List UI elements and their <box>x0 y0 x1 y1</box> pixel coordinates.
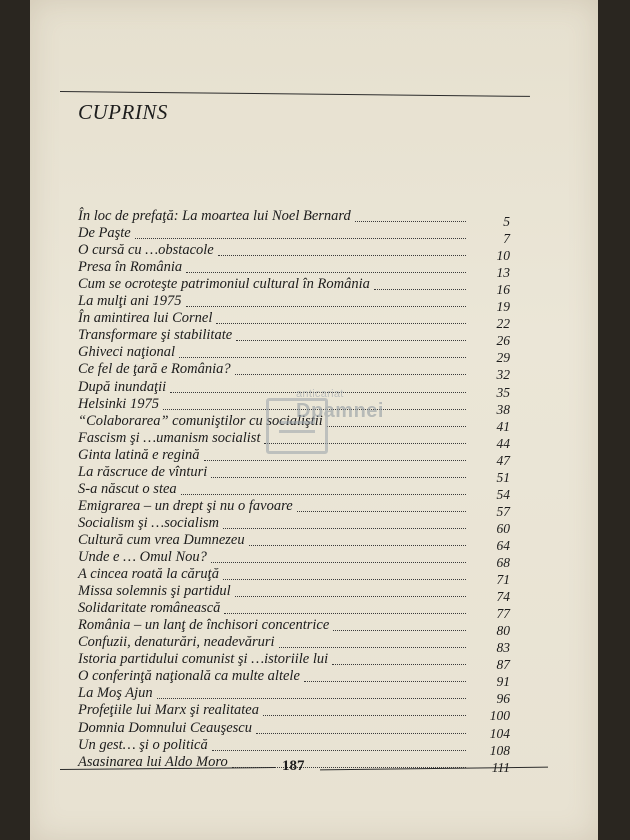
page-title: CUPRINS <box>78 100 168 124</box>
toc-entry-title: România – un lanţ de închisori concentrice <box>78 617 330 634</box>
toc-entry-page: 68 <box>496 555 510 570</box>
toc-leader-dots <box>355 221 466 222</box>
toc-entry-page: 87 <box>496 657 510 673</box>
toc-entry <box>78 310 510 332</box>
toc-leader-dots <box>374 289 466 290</box>
toc-leader-dots <box>204 460 466 461</box>
toc-entry-page: 77 <box>496 606 510 622</box>
toc-entry-title: La mulţi ani 1975 <box>78 293 182 310</box>
toc-leader-dots <box>224 613 466 614</box>
toc-entry <box>78 668 510 690</box>
toc-entry <box>78 531 510 553</box>
toc-entry-page: 38 <box>496 401 510 417</box>
toc-entry-page: 7 <box>503 231 510 247</box>
toc-entry-title: A cincea roată la căruţă <box>78 566 219 583</box>
toc-entry <box>78 276 510 298</box>
toc-leader-dots <box>304 681 466 682</box>
toc-entry <box>78 361 510 383</box>
toc-entry <box>78 259 510 281</box>
toc-entry-page: 108 <box>489 742 510 758</box>
toc-entry-page: 47 <box>496 452 510 468</box>
toc-entry-title: Domnia Domnului Ceauşescu <box>78 719 252 736</box>
toc-entry <box>78 600 510 622</box>
toc-entry-page: 41 <box>496 418 510 434</box>
toc-leader-dots <box>256 733 466 734</box>
toc-entry <box>78 583 510 605</box>
toc-leader-dots <box>135 238 466 239</box>
toc-entry-title: Fascism şi …umanism socialist <box>78 429 261 446</box>
toc-entry-page: 64 <box>496 537 510 553</box>
toc-entry-title: În loc de prefaţă: La moartea lui Noel Bernard <box>78 208 351 224</box>
toc-entry-title: O cursă cu …obstacole <box>78 242 214 259</box>
toc-entry-title: O conferinţă naţională ca multe altele <box>78 668 300 685</box>
toc-leader-dots <box>157 698 466 699</box>
toc-leader-dots <box>211 562 466 563</box>
toc-entry-title: De Paşte <box>78 225 131 242</box>
watermark-brand: Dpamnei <box>296 400 384 422</box>
toc-leader-dots <box>181 494 466 495</box>
toc-leader-dots <box>333 630 466 631</box>
toc-entry <box>78 208 510 229</box>
toc-entry-page: 57 <box>496 503 510 519</box>
toc-leader-dots <box>279 647 466 648</box>
toc-entry <box>78 480 510 502</box>
toc-entry-page: 10 <box>496 248 510 264</box>
toc-entry-title: S-a născut o stea <box>78 480 177 497</box>
page-number: 187 <box>282 758 305 774</box>
toc-leader-dots <box>249 545 466 546</box>
toc-leader-dots <box>211 477 466 478</box>
toc-entry <box>78 242 510 264</box>
toc-entry-title: Profeţiile lui Marx şi realitatea <box>78 702 259 719</box>
toc-entry-title: La răscruce de vînturi <box>78 463 208 480</box>
toc-entry <box>78 344 510 366</box>
toc-entry-title: Asasinarea lui Aldo Moro <box>78 753 228 770</box>
toc-entry-title: Transformare şi stabilitate <box>78 327 233 344</box>
toc-leader-dots <box>235 596 466 597</box>
toc-leader-dots <box>332 664 466 665</box>
book-page <box>30 0 598 840</box>
toc-entry <box>78 293 510 315</box>
toc-entry-title: La Moş Ajun <box>78 685 153 702</box>
toc-entry-page: 83 <box>496 640 510 656</box>
toc-entry-page: 54 <box>496 486 510 502</box>
toc-entry-title: Confuzii, denaturări, neadevăruri <box>78 634 275 651</box>
toc-entry-page: 26 <box>496 333 510 349</box>
watermark <box>266 388 406 458</box>
toc-entry-page: 71 <box>496 572 510 588</box>
toc-entry-page: 19 <box>496 299 510 315</box>
toc-leader-dots <box>186 306 466 307</box>
toc-entry-title: Unde e … Omul Nou? <box>78 549 207 565</box>
toc-leader-dots <box>223 579 466 580</box>
toc-entry-title: Presa în România <box>78 259 183 276</box>
toc-entry <box>78 702 510 724</box>
toc-entry <box>78 617 510 639</box>
toc-leader-dots <box>216 323 466 324</box>
toc-entry-page: 111 <box>491 759 510 775</box>
toc-entry <box>78 736 510 758</box>
toc-entry-page: 104 <box>489 725 510 741</box>
toc-entry <box>78 514 510 536</box>
toc-entry-title: Helsinki 1975 <box>78 395 159 412</box>
toc-entry <box>78 549 510 570</box>
toc-entry-page: 16 <box>496 282 510 298</box>
toc-entry-title: Emigrarea – un drept şi nu o favoare <box>78 497 293 514</box>
toc-entry-title: Istoria partidului comunist şi …istoriile lui <box>78 651 329 668</box>
toc-entry <box>78 463 510 485</box>
toc-entry-title: Ginta latină e regină <box>78 446 200 463</box>
toc-entry-title: În amintirea lui Cornel <box>78 310 213 327</box>
toc-entry-title: Cultură cum vrea Dumnezeu <box>78 531 245 548</box>
toc-leader-dots <box>179 357 466 358</box>
toc-entry <box>78 651 510 673</box>
toc-entry-page: 100 <box>489 708 510 724</box>
toc-entry <box>78 497 510 519</box>
toc-entry-title: “Colaborarea” comuniştilor cu socialiştii <box>78 412 323 429</box>
toc-entry <box>78 685 510 707</box>
toc-entry-page: 80 <box>496 623 510 639</box>
toc-entry <box>78 634 510 656</box>
toc-entry-title: Solidaritate românească <box>78 600 221 617</box>
toc-entry-title: Ghiveci naţional <box>78 344 176 361</box>
toc-leader-dots <box>235 374 466 375</box>
toc-entry-page: 51 <box>496 469 510 485</box>
toc-entry-title: Ce fel de ţară e România? <box>78 361 231 378</box>
toc-entry <box>78 566 510 588</box>
toc-leader-dots <box>212 750 466 751</box>
toc-entry-title: După inundaţii <box>78 378 167 395</box>
toc-leader-dots <box>223 528 466 529</box>
toc-leader-dots <box>263 715 466 716</box>
toc-leader-dots <box>236 340 466 341</box>
toc-entry-page: 29 <box>496 350 510 366</box>
toc-leader-dots <box>186 272 466 273</box>
toc-entry-page: 44 <box>496 435 510 451</box>
toc-entry <box>78 225 510 247</box>
toc-leader-dots <box>297 511 466 512</box>
toc-entry-page: 96 <box>496 691 510 707</box>
toc-entry-page: 35 <box>496 384 510 400</box>
toc-entry-page: 74 <box>496 589 510 605</box>
toc-entry-page: 5 <box>503 214 510 229</box>
toc-leader-dots <box>218 255 466 256</box>
toc-entry-title: Missa solemnis şi partidul <box>78 583 231 600</box>
toc-entry-page: 32 <box>496 367 510 383</box>
toc-entry-title: Socialism şi …socialism <box>78 514 219 531</box>
watermark-small-text: anticariat <box>296 388 344 400</box>
toc-entry <box>78 327 510 349</box>
toc-entry-page: 13 <box>496 265 510 281</box>
toc-entry-title: Cum se ocroteşte patrimoniul cultural în România <box>78 276 370 293</box>
toc-entry-page: 91 <box>496 674 510 690</box>
toc-entry-title: Un gest… şi o politică <box>78 736 208 753</box>
toc-entry-page: 22 <box>496 316 510 332</box>
toc-entry <box>78 719 510 741</box>
toc-entry-page: 60 <box>496 520 510 536</box>
